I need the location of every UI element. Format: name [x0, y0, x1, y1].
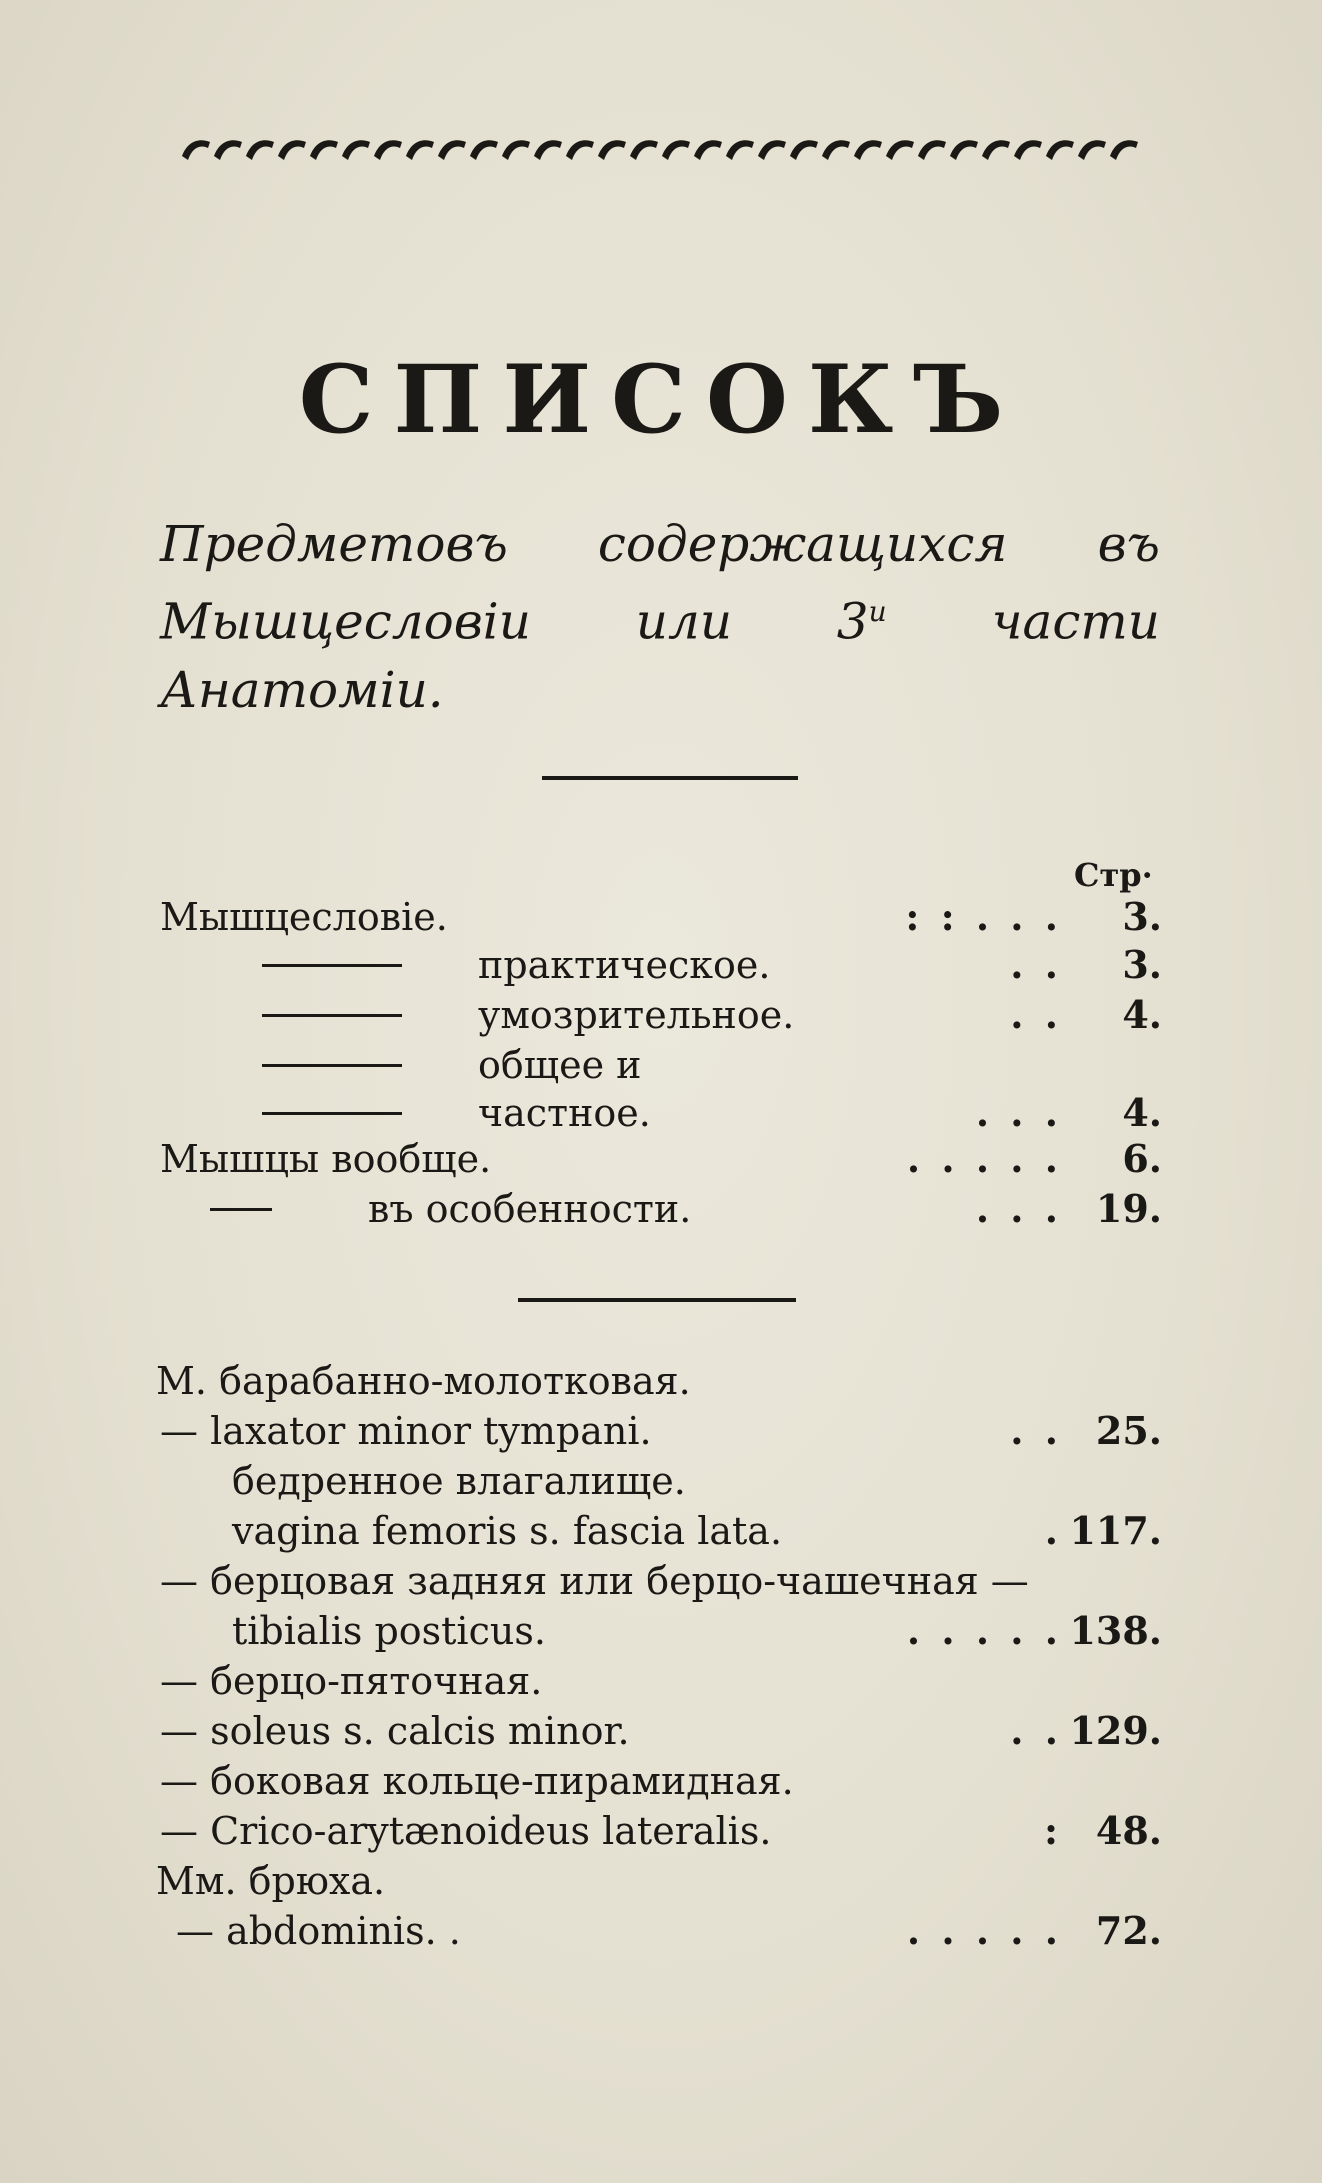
toc-entry-label: — берцо-пяточная. [160, 1659, 543, 1703]
ditto-dash [210, 1208, 272, 1211]
page-number: 138. [1069, 1608, 1162, 1653]
page-number: 3. [1122, 894, 1162, 939]
page-number: 48. [1095, 1808, 1162, 1853]
ornament-mark [662, 140, 690, 160]
ornament-mark [374, 140, 402, 160]
ornament-mark [310, 140, 338, 160]
ornament-mark [598, 140, 626, 160]
toc-entry-label: — Crico-arytænoideus lateralis. [160, 1809, 772, 1853]
toc-entry [0, 1656, 1322, 1706]
toc-entry [0, 1606, 1322, 1656]
dot-leader: . . [1010, 1408, 1062, 1453]
ornamental-header-band [176, 130, 1146, 166]
toc-entry-label: въ особенности. [368, 1187, 692, 1231]
dot-leader: : [1043, 1808, 1062, 1853]
page-number: 19. [1095, 1186, 1162, 1231]
ornament-mark [1078, 140, 1106, 160]
ornament-mark [918, 140, 946, 160]
ornament-mark [182, 140, 210, 160]
ornament-mark [726, 140, 754, 160]
toc-entry-label: Мышцесловіе. [160, 895, 448, 939]
toc-entry-label: М. барабанно-молотковая. [156, 1359, 691, 1403]
dot-leader: . . . [975, 1186, 1062, 1231]
subtitle-text-end: части Анатоміи. [160, 592, 1160, 719]
toc-entry-label: — soleus s. calcis minor. [160, 1709, 630, 1753]
toc-entry [0, 1356, 1322, 1406]
toc-entry-label: tibialis posticus. [232, 1609, 546, 1653]
page-number: 4. [1122, 1090, 1162, 1135]
ornament-mark [502, 140, 530, 160]
toc-entry [0, 1406, 1322, 1456]
toc-entry [0, 1184, 1322, 1234]
dot-leader: . . . . . [906, 1908, 1062, 1953]
toc-entry-label: общее и [478, 1043, 642, 1087]
ornament-mark [534, 140, 562, 160]
page-number: 6. [1122, 1136, 1162, 1181]
toc-entry [0, 1706, 1322, 1756]
page-number: 129. [1069, 1708, 1162, 1753]
toc-entry-label: — боковая кольце-пирамидная. [160, 1759, 794, 1803]
ornament-mark [438, 140, 466, 160]
subtitle [160, 510, 1160, 724]
toc-entry [0, 1134, 1322, 1184]
toc-entry-label: бедренное влагалище. [232, 1459, 686, 1503]
ditto-dash [262, 1064, 402, 1067]
toc-entry [0, 1856, 1322, 1906]
ornament-mark [1046, 140, 1074, 160]
toc-entry-label: — abdominis. . [176, 1909, 461, 1953]
ornament-mark [822, 140, 850, 160]
ornament-mark [246, 140, 274, 160]
dot-leader: . . [1010, 1708, 1062, 1753]
toc-entry [0, 1456, 1322, 1506]
toc-entry-label: — laxator minor tympani. [160, 1409, 652, 1453]
dot-leader: . . . . . [906, 1136, 1062, 1181]
ornament-mark [1110, 140, 1138, 160]
toc-entry [0, 940, 1322, 990]
toc-entry [0, 1040, 1322, 1090]
ornament-mark [854, 140, 882, 160]
toc-entry-label: Мм. брюха. [156, 1859, 386, 1903]
toc-entry-label: vagina femoris s. fascia lata. [232, 1509, 783, 1553]
toc-entry [0, 1906, 1322, 1956]
ornament-mark [1014, 140, 1042, 160]
toc-entry [0, 892, 1322, 942]
subtitle-text-start: Предметовъ содержащихся въ Мышцесловіи или 3 [160, 515, 1160, 651]
ornament-mark [790, 140, 818, 160]
ornament-mark [566, 140, 594, 160]
page-number: 3. [1122, 942, 1162, 987]
dot-leader: . . [1010, 942, 1062, 987]
page-column-header: Стр· [1074, 856, 1153, 894]
dot-leader: . . . . . [906, 1608, 1062, 1653]
subtitle-superscript: и [868, 595, 887, 628]
ornament-mark [694, 140, 722, 160]
toc-entry-label: — берцовая задняя или берцо-чашечная — [160, 1559, 1029, 1603]
toc-entry [0, 1556, 1322, 1606]
ornament-mark [406, 140, 434, 160]
ditto-dash [262, 1014, 402, 1017]
page-number: 25. [1095, 1408, 1162, 1453]
ornament-mark [470, 140, 498, 160]
ditto-dash [262, 964, 402, 967]
page-number: 4. [1122, 992, 1162, 1037]
dot-leader: : : . . . [905, 894, 1062, 939]
toc-entry [0, 1506, 1322, 1556]
toc-entry [0, 1756, 1322, 1806]
ornament-mark [758, 140, 786, 160]
toc-entry [0, 1806, 1322, 1856]
dot-leader: . . . [975, 1090, 1062, 1135]
toc-entry [0, 990, 1322, 1040]
ornament-mark [214, 140, 242, 160]
page-title: СПИСОКЪ [298, 345, 1024, 455]
toc-entry-label: практическое. [478, 943, 771, 987]
section-rule [542, 776, 798, 780]
ornament-mark [982, 140, 1010, 160]
dot-leader: . . [1010, 992, 1062, 1037]
ornament-mark [886, 140, 914, 160]
page-number: 117. [1069, 1508, 1162, 1553]
ornament-mark [950, 140, 978, 160]
dot-leader: . [1044, 1508, 1062, 1553]
toc-entry-label: умозрительное. [478, 993, 795, 1037]
section-rule [518, 1298, 796, 1302]
ornament-mark [342, 140, 370, 160]
toc-entry-label: Мышцы вообще. [160, 1137, 492, 1181]
ditto-dash [262, 1112, 402, 1115]
page-number: 72. [1095, 1908, 1162, 1953]
toc-entry-label: частное. [478, 1091, 651, 1135]
ornament-mark [278, 140, 306, 160]
ornament-mark [630, 140, 658, 160]
toc-entry [0, 1088, 1322, 1138]
